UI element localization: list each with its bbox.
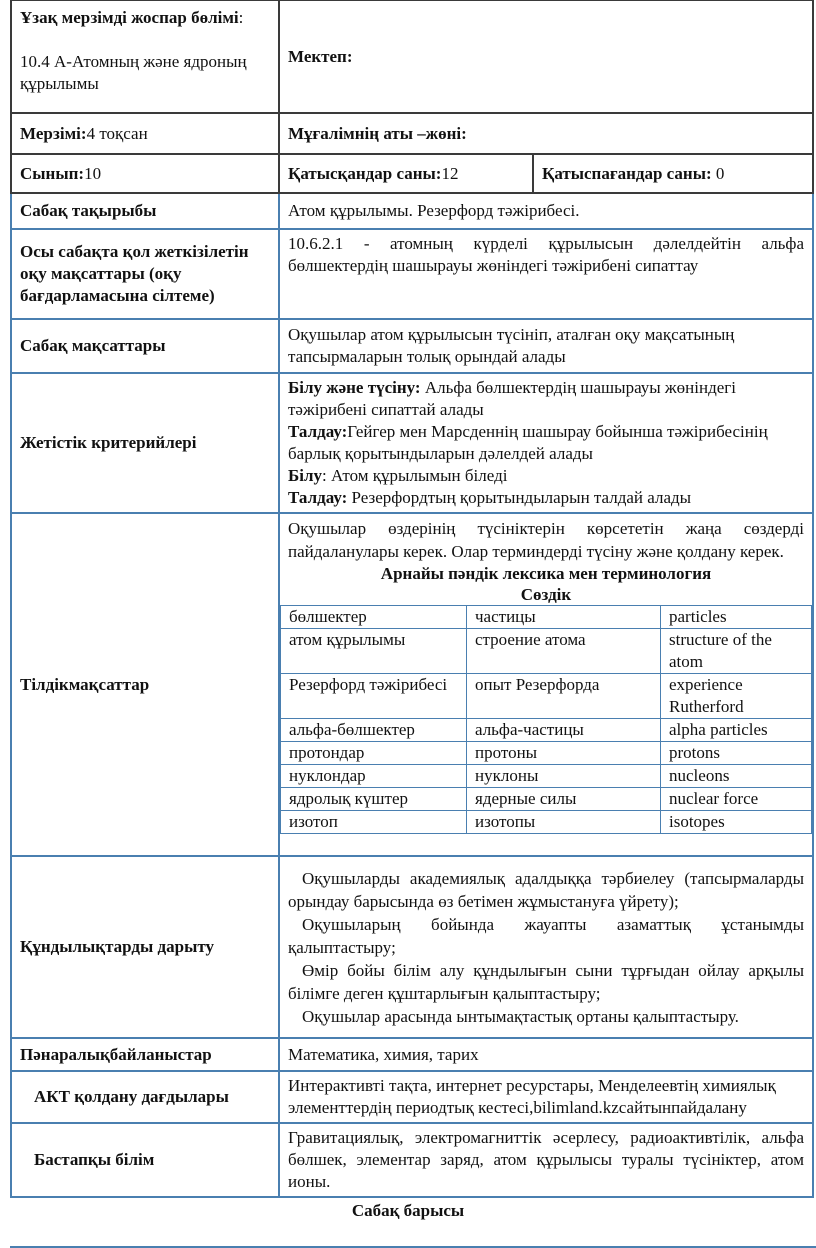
vocab-kazakh: нуклондар bbox=[281, 765, 467, 788]
section-title: Сабақ барысы bbox=[351, 1201, 465, 1220]
goals-label: Сабақ мақсаттары bbox=[11, 319, 279, 373]
vocab-table bbox=[280, 605, 812, 834]
goals-row bbox=[11, 319, 813, 373]
vocab-russian: частицы bbox=[467, 606, 661, 629]
criteria-text: : Атом құрылымын біледі bbox=[322, 466, 508, 485]
plan-row bbox=[11, 0, 813, 113]
school-label: Мектеп: bbox=[279, 0, 813, 113]
vocab-row bbox=[281, 629, 812, 674]
lesson-plan-table bbox=[10, 0, 814, 1198]
absent-label: Қатыспағандар саны: bbox=[542, 163, 712, 183]
prior-value: Гравитациялық, электромагниттік әсерлесу, радиоактивтілік, альфа бөлшек, элементар заряд, атом құрылысы туралы түсініктер, атом ионы. bbox=[279, 1123, 813, 1197]
vocab-russian: опыт Резерфорда bbox=[467, 674, 661, 719]
prior-row bbox=[11, 1123, 813, 1197]
criteria-label: Жетістік критерийлері bbox=[11, 373, 279, 513]
class-value: 10 bbox=[84, 163, 102, 183]
vocab-english: alpha particles bbox=[661, 719, 812, 742]
values-label: Құндылықтарды дарыту bbox=[11, 856, 279, 1038]
class-cell bbox=[11, 154, 279, 193]
values-item: Оқушыларды академиялық адалдыққа тәрбиелеу (тапсырмаларды орындау барысында өз бетімен жұмыстануға үйрету); bbox=[288, 868, 804, 911]
present-value: 12 bbox=[441, 163, 459, 183]
term-value: 4 тоқсан bbox=[86, 123, 148, 143]
present-label: Қатысқандар саны: bbox=[288, 163, 442, 183]
plan-value: 10.4 А-Атомның және ядроның құрылымы bbox=[20, 52, 247, 93]
teacher-label: Мұғалімнің аты –жөні: bbox=[279, 113, 813, 154]
vocab-russian: строение атома bbox=[467, 629, 661, 674]
plan-label: Ұзақ мерзімді жоспар бөлімі bbox=[20, 8, 239, 27]
vocab-russian: альфа-частицы bbox=[467, 719, 661, 742]
topic-row bbox=[11, 193, 813, 229]
objectives-row bbox=[11, 229, 813, 319]
vocab-russian: ядерные силы bbox=[467, 788, 661, 811]
vocab-kazakh: изотоп bbox=[281, 811, 467, 834]
ict-value: Интерактивті тақта, интернет ресурстары, Менделеевтің химиялық элементтердің периодтық кестесі,bilimland.kzсайтынпайдалану bbox=[279, 1071, 813, 1123]
objectives-label: Осы сабақта қол жеткізілетін оқу мақсаттары (оқу бағдарламасына сілтеме) bbox=[11, 229, 279, 319]
vocab-english: experience Rutherford bbox=[661, 674, 812, 719]
criteria-item bbox=[288, 421, 804, 465]
vocab-english: particles bbox=[661, 606, 812, 629]
vocab-english: nucleons bbox=[661, 765, 812, 788]
values-row bbox=[11, 856, 813, 1038]
class-label: Сынып: bbox=[20, 163, 85, 183]
plan-cell bbox=[11, 0, 279, 113]
plan-colon: : bbox=[238, 8, 244, 27]
language-row bbox=[11, 513, 813, 856]
vocab-row bbox=[281, 719, 812, 742]
criteria-item bbox=[288, 465, 804, 487]
term-label: Мерзімі: bbox=[20, 123, 87, 143]
topic-label: Сабақ тақырыбы bbox=[11, 193, 279, 229]
term-row bbox=[11, 113, 813, 154]
vocab-kazakh: атом құрылымы bbox=[281, 629, 467, 674]
criteria-row bbox=[11, 373, 813, 513]
values-item: Оқушылар арасында ынтымақтастық ортаны қалыптастыру. bbox=[302, 1006, 739, 1026]
values-item: Өмір бойы білім алу құндылығын сыни тұрғыдан ойлау арқылы білімге деген құштарлығын қалыптастыру; bbox=[288, 960, 804, 1003]
cross-row bbox=[11, 1038, 813, 1071]
after-table bbox=[0, 1200, 816, 1248]
vocab-kazakh: Резерфорд тәжірибесі bbox=[281, 674, 467, 719]
topic-value: Атом құрылымы. Резерфорд тәжірибесі. bbox=[279, 193, 813, 229]
vocab-english: protons bbox=[661, 742, 812, 765]
language-label: Тілдікмақсаттар bbox=[11, 513, 279, 856]
ict-label: АКТ қолдану дағдылары bbox=[11, 1071, 279, 1123]
vocab-english: nuclear force bbox=[661, 788, 812, 811]
absent-value: 0 bbox=[711, 163, 725, 183]
criteria-text: Альфа бөлшектердің шашырауы жөніндегі тәжірибені сипаттай алады bbox=[288, 378, 736, 419]
vocab-kazakh: альфа-бөлшектер bbox=[281, 719, 467, 742]
vocab-row bbox=[281, 788, 812, 811]
ict-row bbox=[11, 1071, 813, 1123]
vocab-russian: нуклоны bbox=[467, 765, 661, 788]
vocab-kazakh: ядролық күштер bbox=[281, 788, 467, 811]
class-row bbox=[11, 154, 813, 193]
present-cell bbox=[279, 154, 533, 193]
term-cell bbox=[11, 113, 279, 154]
values-item: Оқушыларың бойында жауапты азаматтық ұстанымды қалыптастыру; bbox=[288, 914, 804, 957]
vocab-title: Арнайы пәндік лексика мен терминология bbox=[380, 564, 712, 583]
vocab-russian: изотопы bbox=[467, 811, 661, 834]
criteria-term: Талдау: bbox=[288, 488, 348, 507]
criteria-term: Білу bbox=[288, 466, 322, 485]
criteria-item bbox=[288, 377, 804, 421]
vocab-row bbox=[281, 811, 812, 834]
vocab-english: structure of the atom bbox=[661, 629, 812, 674]
vocab-row bbox=[281, 606, 812, 629]
vocab-english: isotopes bbox=[661, 811, 812, 834]
language-cell bbox=[279, 513, 813, 856]
criteria-cell bbox=[279, 373, 813, 513]
criteria-term: Талдау: bbox=[288, 422, 348, 441]
vocab-kazakh: бөлшектер bbox=[281, 606, 467, 629]
language-intro: Оқушылар өздерінің түсініктерін көрсететін жаңа сөздерді пайдаланулары керек. Олар терминдерді түсіну және қолдану керек. bbox=[288, 519, 804, 561]
vocab-kazakh: протондар bbox=[281, 742, 467, 765]
prior-label: Бастапқы білім bbox=[11, 1123, 279, 1197]
objectives-value: 10.6.2.1 - атомның күрделі құрылысын дәлелдейтін альфа бөлшектердің шашырауы жөніндегі тәжірибені сипаттау bbox=[279, 229, 813, 319]
goals-value: Оқушылар атом құрылысын түсініп, аталған оқу мақсатының тапсырмаларын толық орындай алады bbox=[279, 319, 813, 373]
criteria-term: Білу және түсіну: bbox=[288, 378, 421, 397]
criteria-text: Резерфордтың қорытындыларын талдай алады bbox=[347, 488, 692, 507]
criteria-text: Гейгер мен Марсденнің шашырау бойынша тәжірибесінің барлық қорытындыларын дәлелдей алады bbox=[288, 422, 768, 463]
absent-cell bbox=[533, 154, 813, 193]
vocab-row bbox=[281, 742, 812, 765]
cross-value: Математика, химия, тарих bbox=[279, 1038, 813, 1071]
values-cell bbox=[279, 856, 813, 1038]
cross-label: Пәнаралықбайланыстар bbox=[11, 1038, 279, 1071]
criteria-item bbox=[288, 487, 804, 509]
vocab-subtitle: Сөздік bbox=[520, 585, 572, 604]
vocab-row bbox=[281, 674, 812, 719]
vocab-row bbox=[281, 765, 812, 788]
vocab-russian: протоны bbox=[467, 742, 661, 765]
